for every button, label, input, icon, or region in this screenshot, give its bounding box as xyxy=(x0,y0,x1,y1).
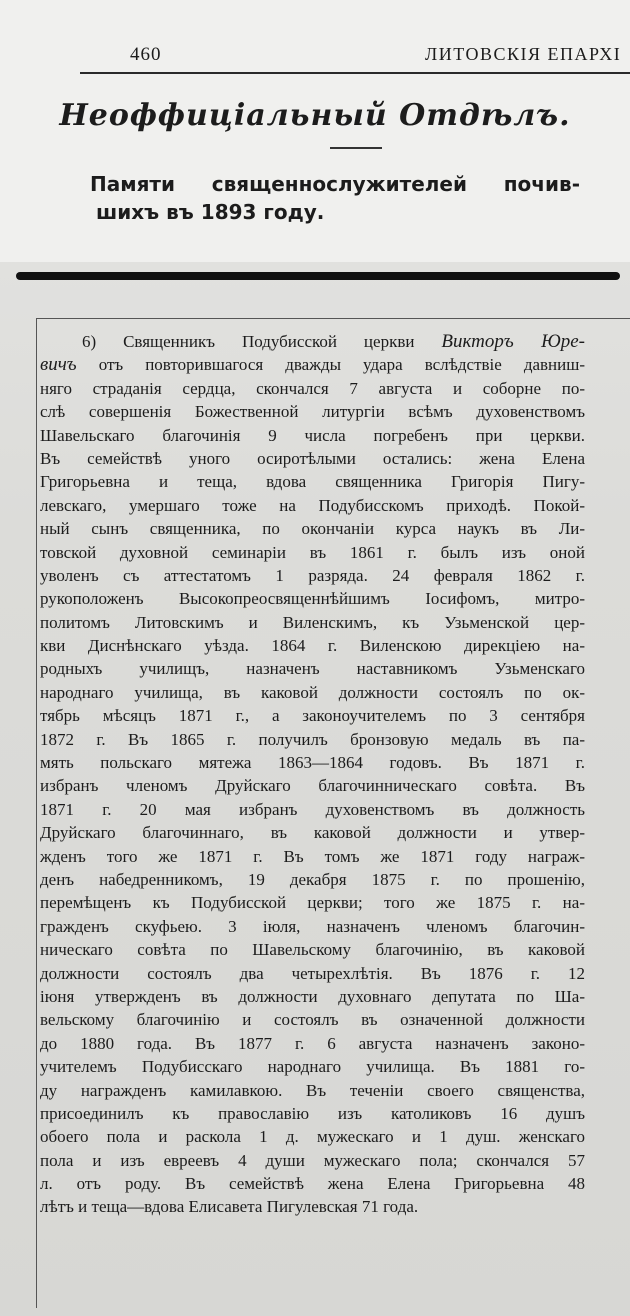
body-line-text: жденъ того же 1871 г. Въ томъ же 1871 году награж- xyxy=(40,846,585,866)
body-line xyxy=(40,915,585,938)
body-line-text: 6) Священникъ Подубисской церкви xyxy=(82,332,442,351)
body-line xyxy=(40,330,585,353)
body-line-text: перемѣщенъ къ Подубисской церкви; того же 1875 г. на- xyxy=(40,893,585,913)
body-line xyxy=(40,845,585,868)
body-line-text: ный сынъ священника, по окончанiи курса наукъ въ Ли- xyxy=(40,519,585,539)
body-line-text: кви Диснѣнскаго уѣзда. 1864 г. Виленскою дирекцiею на- xyxy=(40,636,585,656)
obituary-body-text xyxy=(40,330,585,1219)
body-line-text: денъ набедренникомъ, 19 декабря 1875 г. по прошенiю, xyxy=(40,869,585,889)
text-frame-left xyxy=(36,318,37,1308)
body-line xyxy=(40,400,585,423)
body-line-text: присоединилъ къ православiю изъ католиковъ 16 душъ xyxy=(40,1103,585,1123)
body-line xyxy=(40,611,585,634)
thick-separator-rule xyxy=(16,272,620,280)
body-line-text: лѣтъ и теща—вдова Елисавета Пигулевская 71 года. xyxy=(40,1197,419,1217)
body-line xyxy=(40,657,585,680)
body-line-text: родныхъ училищъ, назначенъ наставникомъ Узьменскаго xyxy=(40,659,585,679)
body-line xyxy=(40,938,585,961)
body-line-text: 1871 г. 20 мая избранъ духовенствомъ въ должность xyxy=(40,799,585,819)
body-line-text: отъ повторившагося дважды удара вслѣдствiе давниш- xyxy=(76,355,585,375)
body-line xyxy=(40,728,585,751)
body-line xyxy=(40,704,585,727)
header-rule xyxy=(80,72,630,74)
body-line-text: вельскому благочинiю и состоялъ въ означенной должности xyxy=(40,1010,585,1030)
body-line xyxy=(40,377,585,400)
body-line xyxy=(40,821,585,844)
body-line xyxy=(40,517,585,540)
title-divider xyxy=(330,147,382,149)
deceased-name: Викторъ Юре- xyxy=(441,331,585,352)
body-line xyxy=(40,1195,585,1218)
body-line-text: Друйскаго благочиннаго, въ каковой должности и утвер- xyxy=(40,823,585,843)
body-line-text: должности состоялъ два четырехлѣтiя. Въ 1876 г. 12 xyxy=(40,963,585,983)
body-line-text: учителемъ Подубисскаго народнаго училища. Въ 1881 го- xyxy=(40,1057,585,1077)
body-line-text: iюня утвержденъ въ должности духовнаго депутата по Ша- xyxy=(40,986,585,1006)
body-line xyxy=(40,564,585,587)
body-line-text: ду награжденъ камилавкою. Въ теченiи своего священства, xyxy=(40,1080,585,1100)
body-line xyxy=(40,962,585,985)
body-line-text: няго страданiя сердца, скончался 7 августа и соборне по- xyxy=(40,378,585,398)
page-number: 460 xyxy=(130,44,162,65)
body-line xyxy=(40,1149,585,1172)
body-line xyxy=(40,587,585,610)
body-line-text: уволенъ съ аттестатомъ 1 разряда. 24 февраля 1862 г. xyxy=(40,565,585,585)
body-line-text: ническаго совѣта по Шавельскому благочинiю, въ каковой xyxy=(40,940,585,960)
body-line xyxy=(40,541,585,564)
body-line-text: тябрь мѣсяцъ 1871 г., а законоучителемъ по 3 сентября xyxy=(40,706,585,726)
body-line xyxy=(40,494,585,517)
body-line xyxy=(40,353,585,376)
body-line xyxy=(40,985,585,1008)
text-frame-top xyxy=(36,318,630,319)
body-line xyxy=(40,1102,585,1125)
body-line xyxy=(40,774,585,797)
body-line-text: обоего пола и раскола 1 д. мужескаго и 1 душ. женскаго xyxy=(40,1127,585,1147)
body-line xyxy=(40,798,585,821)
body-line xyxy=(40,1055,585,1078)
deceased-name: вичъ xyxy=(40,354,77,376)
body-line-text: мять польскаго мятежа 1863—1864 годовъ. Въ 1871 г. xyxy=(40,753,585,773)
body-line xyxy=(40,1032,585,1055)
body-line-text: товской духовной семинарiи въ 1861 г. былъ изъ оной xyxy=(40,542,585,562)
section-title: Неоффицiальный Отдѣлъ. xyxy=(59,98,571,133)
body-line xyxy=(40,1125,585,1148)
body-line-text: гражденъ скуфьею. 3 iюля, назначенъ членомъ благочин- xyxy=(40,916,585,936)
article-title-line-2: шихъ въ 1893 году. xyxy=(96,200,325,224)
body-line-text: избранъ членомъ Друйскаго благочинническаго совѣта. Въ xyxy=(40,776,585,796)
article-title xyxy=(90,170,580,226)
body-line-text: Въ семействѣ уного осиротѣлыми остались: жена Елена xyxy=(40,448,585,468)
body-line-text: до 1880 года. Въ 1877 г. 6 августа назначенъ законо- xyxy=(40,1033,585,1053)
article-title-line-1: Памяти священнослужителей почив- xyxy=(90,172,580,196)
body-line xyxy=(40,891,585,914)
body-line-text: слѣ совершенiя Божественной литургiи всѣмъ духовенствомъ xyxy=(40,402,585,422)
body-line xyxy=(40,681,585,704)
body-line-text: Григорьевна и теща, вдова священника Григорiя Пигу- xyxy=(40,472,585,492)
body-line-text: левскаго, умершаго тоже на Подубисскомъ приходѣ. Покой- xyxy=(40,495,585,515)
body-line-text: политомъ Литовскимъ и Виленскимъ, къ Узьменской цер- xyxy=(40,612,585,632)
body-line xyxy=(40,868,585,891)
running-head: ЛИТОВСКIЯ ЕПАРХI xyxy=(425,44,622,64)
body-line-text: рукоположенъ Высокопреосвященнѣйшимъ Iосифомъ, митро- xyxy=(40,589,585,609)
body-line xyxy=(40,634,585,657)
body-line-text: 1872 г. Въ 1865 г. получилъ бронзовую медаль въ па- xyxy=(40,729,585,749)
body-line-text: народнаго училища, въ каковой должности состоялъ по ок- xyxy=(40,682,585,702)
body-line xyxy=(40,751,585,774)
body-line-text: пола и изъ евреевъ 4 души мужескаго пола; скончался 57 xyxy=(40,1150,585,1170)
body-line xyxy=(40,1079,585,1102)
body-line xyxy=(40,1008,585,1031)
body-line xyxy=(40,1172,585,1195)
body-line xyxy=(40,447,585,470)
body-line xyxy=(40,470,585,493)
body-line-text: Шавельскаго благочинiя 9 числа погребенъ при церкви. xyxy=(40,425,585,445)
body-line-text: л. отъ роду. Въ семействѣ жена Елена Григорьевна 48 xyxy=(40,1174,585,1194)
body-line xyxy=(40,424,585,447)
